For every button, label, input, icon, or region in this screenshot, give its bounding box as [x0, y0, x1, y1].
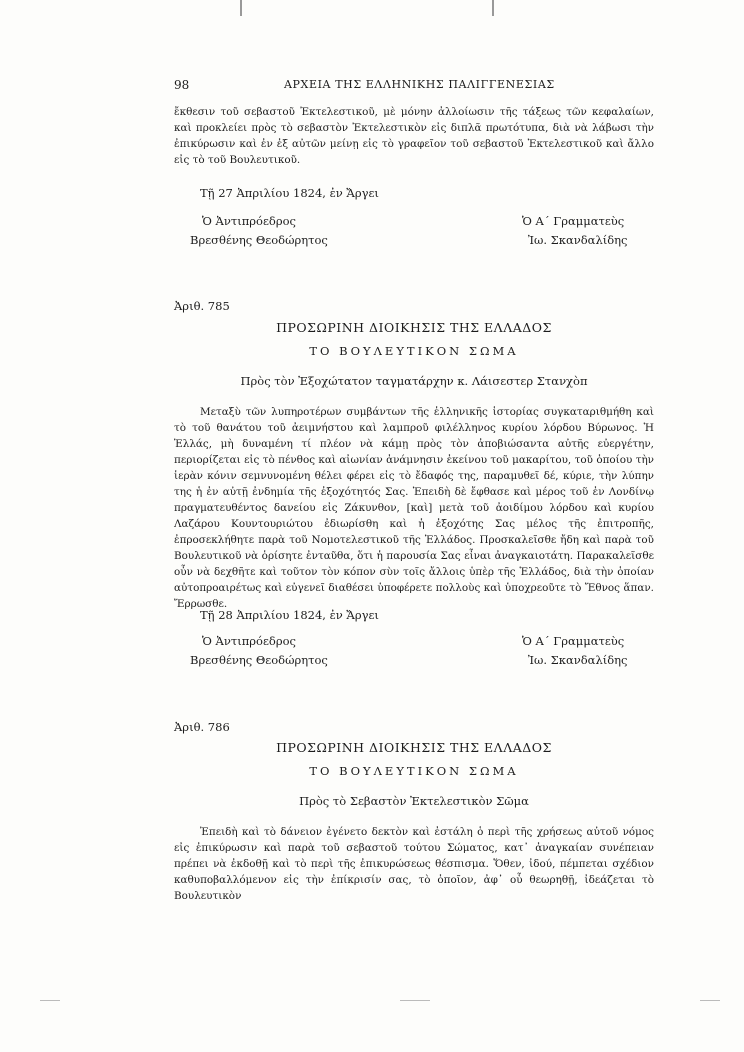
signature-vice-president-name: Βρεσθένης Θεοδώρητος [190, 233, 328, 247]
bottom-scan-artifact [400, 1000, 430, 1001]
document-number-785: Ἀριθ. 785 [174, 299, 230, 313]
document-subheading-786: ΤΟ ΒΟΥΛΕΥΤΙΚΟΝ ΣΩΜΑ [309, 764, 519, 778]
signature-secretary-name-785: Ἰω. Σκανδαλίδης [528, 653, 628, 667]
document-body-785: Μεταξὺ τῶν λυπηροτέρων συμβάντων τῆς ἑλληνικῆς ἱστορίας συγκαταριθμήθη καὶ τὸ τοῦ θανάτου τοῦ ἀειμνήστου καὶ λαμπροῦ φιλέλληνος κυρίου λόρδου Βύρωνος. Ἡ Ἑλλάς, μὴ δυναμένη τί πλέον νὰ κάμῃ πρὸς τὸν ἀποβιώσαντα αὐτῆς εὐεργέτην, περιορίζεται εἰς τὸ πένθος καὶ αἰωνίαν ἀνάμνησιν ἐκείνου τοῦ μακαρίτου, τοῦ ὁποίου τὴν ἱερὰν κόνιν σεμνυνομένη θέλει φέρει εἰς τὸ ἔδαφός της, παραμυθεῖ δέ, κύριε, τὴν λύπην της ἡ ἐν αὐτῇ ἐνδημία τῆς ἐξοχότητός Σας. Ἐπειδὴ δὲ ἔφθασε καὶ μέρος τοῦ ἐν Λονδίνῳ πραγματευθέντος δανείου εἰς Ζάκυνθον, [καὶ] μετὰ τοῦ ἀοιδίμου λόρδου καὶ κυρίου Λαζάρου Κουντουριώτου ἐδιωρίσθη καὶ ἡ ἐξοχότης Σας μέλος τῆς ἐπιτροπῆς, ἐπροσεκλήθητε παρὰ τοῦ Νομοτελεστικοῦ τῆς Ἑλλάδος. Προσκαλεῖσθε ἤδη καὶ παρὰ τοῦ Βουλευτικοῦ νὰ ὁρίσητε ἐνταῦθα, ὅτι ἡ παρουσία Σας εἶναι ἀναγκαιοτάτη. Παρακαλεῖσθε οὖν νὰ δεχθῆτε καὶ τοῦτον τὸν κόπον σὺν τοῖς ἄλλοις ὑπὲρ τῆς Ἑλλάδος, διὰ τὴν ὁποίαν αὐτοπροαιρέτως καὶ εὐγενεῖ διαθέσει ὑποφέρετε πολλοὺς καὶ ὑποχρεοῦτε τὸ Ἔθνος ἅπαν. Ἔρρωσθε. [174, 406, 654, 610]
addressee-786: Πρὸς τὸ Σεβαστὸν Ἐκτελεστικὸν Σῶμα [299, 794, 529, 808]
top-margin-mark [240, 0, 242, 16]
signature-vice-president-title: Ὁ Ἀντιπρόεδρος [202, 214, 296, 228]
signature-secretary-title-785: Ὁ Α΄ Γραμματεὺς [522, 634, 625, 648]
bottom-scan-artifact [700, 1000, 720, 1001]
signature-secretary-title: Ὁ Α΄ Γραμματεὺς [522, 214, 625, 228]
signature-vice-president-title-785: Ὁ Ἀντιπρόεδρος [202, 634, 296, 648]
running-title: ΑΡΧΕΙΑ ΤΗΣ ΕΛΛΗΝΙΚΗΣ ΠΑΛΙΓΓΕΝΕΣΙΑΣ [284, 78, 555, 91]
document-heading-786: ΠΡΟΣΩΡΙΝΗ ΔΙΟΙΚΗΣΙΣ ΤΗΣ ΕΛΛΑΔΟΣ [276, 740, 552, 755]
page-number: 98 [174, 78, 190, 92]
bottom-scan-artifact [40, 1000, 60, 1001]
document-subheading-785: ΤΟ ΒΟΥΛΕΥΤΙΚΟΝ ΣΩΜΑ [309, 344, 519, 358]
continuation-paragraph: ἔκθεσιν τοῦ σεβαστοῦ Ἐκτελεστικοῦ, μὲ μόνην ἀλλοίωσιν τῆς τάξεως τῶν κεφαλαίων, καὶ προκλείει πρὸς τὸ σεβαστὸν Ἐκτελεστικὸν εἰς διπλᾶ πρωτότυπα, διὰ νὰ λάβωσι τὴν ἐπικύρωσιν καὶ ἐν ἐξ αὐτῶν μείνῃ εἰς τὸ γραφεῖον τοῦ σεβαστοῦ Ἐκτελεστικοῦ καὶ ἄλλο εἰς τὸ τοῦ Βουλευτικοῦ. [174, 106, 654, 166]
document-body-786: Ἐπειδὴ καὶ τὸ δάνειον ἐγένετο δεκτὸν καὶ ἐστάλη ὁ περὶ τῆς χρήσεως αὐτοῦ νόμος εἰς ἐπικύρωσιν καὶ παρὰ τοῦ σεβαστοῦ τούτου Σώματος, κατ᾽ ἀναγκαίαν συνέπειαν πρέπει νὰ ἐκδοθῇ καὶ τὸ περὶ τῆς ἐπικυρώσεως θέσπισμα. Ὅθεν, ἰδού, πέμπεται σχέδιον καθυποβαλλόμενον εἰς τὴν ἐπίκρισίν σας, τὸ ὁποῖον, ἀφ᾽ οὗ θεωρηθῇ, ἰδεάζεται τὸ Βουλευτικὸν [174, 826, 654, 902]
dateline-785-prev: Τῇ 27 Ἀπριλίου 1824, ἐν Ἄργει [200, 186, 379, 200]
document-number-786: Ἀριθ. 786 [174, 720, 230, 734]
dateline-785: Τῇ 28 Ἀπριλίου 1824, ἐν Ἄργει [200, 608, 379, 622]
document-heading-785: ΠΡΟΣΩΡΙΝΗ ΔΙΟΙΚΗΣΙΣ ΤΗΣ ΕΛΛΑΔΟΣ [276, 320, 552, 335]
top-margin-mark-right [492, 0, 494, 16]
addressee-785: Πρὸς τὸν Ἐξοχώτατον ταγματάρχην κ. Λάισεστερ Στανχὸπ [240, 374, 588, 388]
signature-secretary-name: Ἰω. Σκανδαλίδης [528, 233, 628, 247]
signature-vice-president-name-785: Βρεσθένης Θεοδώρητος [190, 653, 328, 667]
